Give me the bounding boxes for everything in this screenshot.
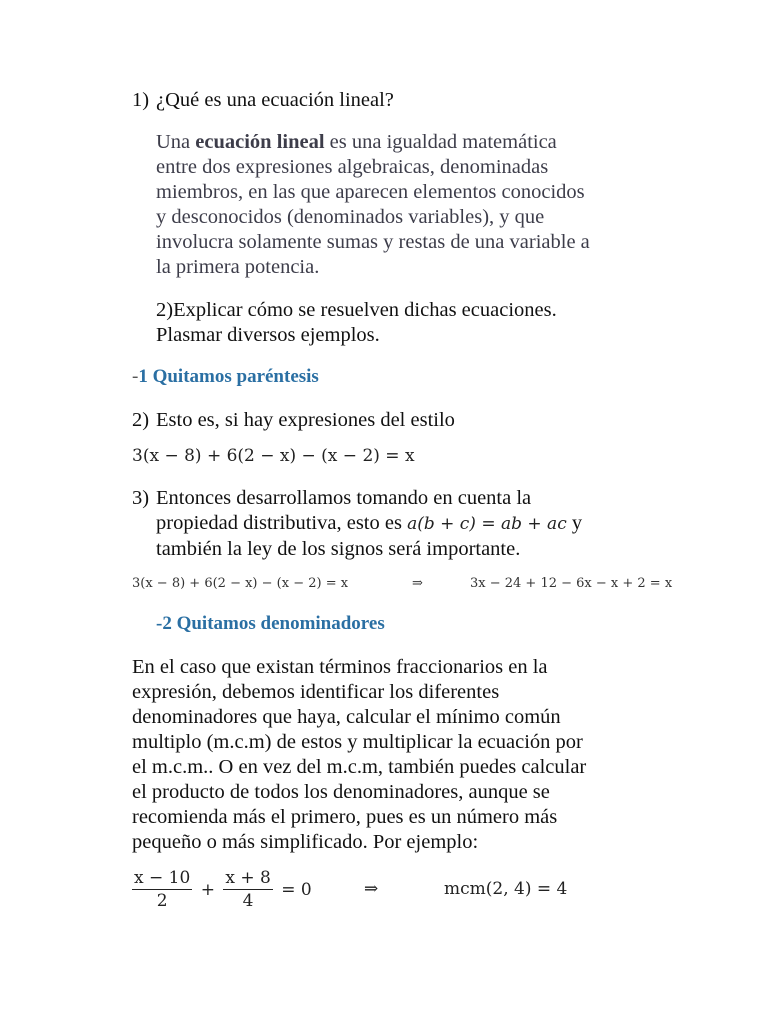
paragraph-line: el producto de todos los denominadores, aunque se <box>132 781 550 803</box>
fraction-2 <box>223 868 272 912</box>
step-3-text: Entonces desarrollamos tomando en cuenta la <box>156 487 532 509</box>
equation-expansion-right: 3x − 24 + 12 − 6x − x + 2 = x <box>470 576 673 591</box>
equation-example-1: 3(x − 8) + 6(2 − x) − (x − 2) = x <box>132 446 415 466</box>
definition-rest: es una igualdad matemática <box>324 131 557 153</box>
paragraph-line: recomienda más el primero, pues es un número más <box>132 806 558 828</box>
paragraph-line: multiplo (m.c.m) de estos y multiplicar la ecuación por <box>132 731 583 753</box>
question-1-number: 1) <box>132 89 150 111</box>
mcm-result: mcm(2, 4) = 4 <box>444 879 568 899</box>
fraction-2-denominator: 4 <box>242 891 254 911</box>
step-3-line-3: también la ley de los signos será importante. <box>156 538 521 560</box>
paragraph-line: pequeño o más simplificado. Por ejemplo: <box>132 831 479 853</box>
definition-line: entre dos expresiones algebraicas, denominadas <box>156 156 549 178</box>
step-2-text: Esto es, si hay expresiones del estilo <box>156 409 455 431</box>
fraction-2-numerator: x + 8 <box>225 868 271 888</box>
fraction-1-numerator: x − 10 <box>134 868 191 888</box>
question-1-text: ¿Qué es una ecuación lineal? <box>156 89 394 111</box>
section-heading-dash: - <box>132 366 139 387</box>
definition-line: la primera potencia. <box>156 256 320 278</box>
paragraph-line: En el caso que existan términos fraccionarios en la <box>132 656 548 678</box>
section-heading-1 <box>132 366 319 388</box>
definition-line: miembros, en las que aparecen elementos conocidos <box>156 181 585 203</box>
distributive-property-formula: a(b + c) = ab + ac <box>407 514 567 534</box>
section-heading-2: -2 Quitamos denominadores <box>156 613 385 634</box>
fraction-1-denominator: 2 <box>156 891 168 911</box>
step-3-line-2-suffix: y <box>566 512 583 534</box>
step-2-number: 2) <box>132 409 150 431</box>
equals-zero: = 0 <box>281 880 312 900</box>
question-1 <box>132 88 394 113</box>
step-3-number: 3) <box>132 487 150 509</box>
question-2-line-2: Plasmar diversos ejemplos. <box>156 324 380 346</box>
section-heading-title: 1 Quitamos paréntesis <box>138 366 319 387</box>
question-2-line-1: 2)Explicar cómo se resuelven dichas ecuaciones. <box>156 299 557 321</box>
paragraph-line: expresión, debemos identificar los diferentes <box>132 681 500 703</box>
fraction-1 <box>132 868 192 912</box>
definition-line: y desconocidos (denominados variables), y que <box>156 206 545 228</box>
implies-arrow-2: ⇒ <box>364 879 379 899</box>
step-3-line-2 <box>156 511 582 537</box>
paragraph-line: denominadores que haya, calcular el mínimo común <box>132 706 561 728</box>
definition-line-1 <box>156 130 557 155</box>
plus-sign: + <box>200 880 215 900</box>
equation-expansion-left: 3(x − 8) + 6(2 − x) − (x − 2) = x <box>132 576 349 591</box>
definition-prefix: Una <box>156 131 196 153</box>
definition-term: ecuación lineal <box>195 131 325 153</box>
paragraph-line: el m.c.m.. O en vez del m.c.m, también puedes calcular <box>132 756 587 778</box>
implies-arrow: ⇒ <box>412 576 423 591</box>
step-2 <box>132 408 455 433</box>
step-3-line-2-prefix: propiedad distributiva, esto es <box>156 512 408 534</box>
fraction-equation <box>132 868 312 912</box>
definition-line: involucra solamente sumas y restas de una variable a <box>156 231 590 253</box>
step-3-line-1 <box>132 486 531 511</box>
